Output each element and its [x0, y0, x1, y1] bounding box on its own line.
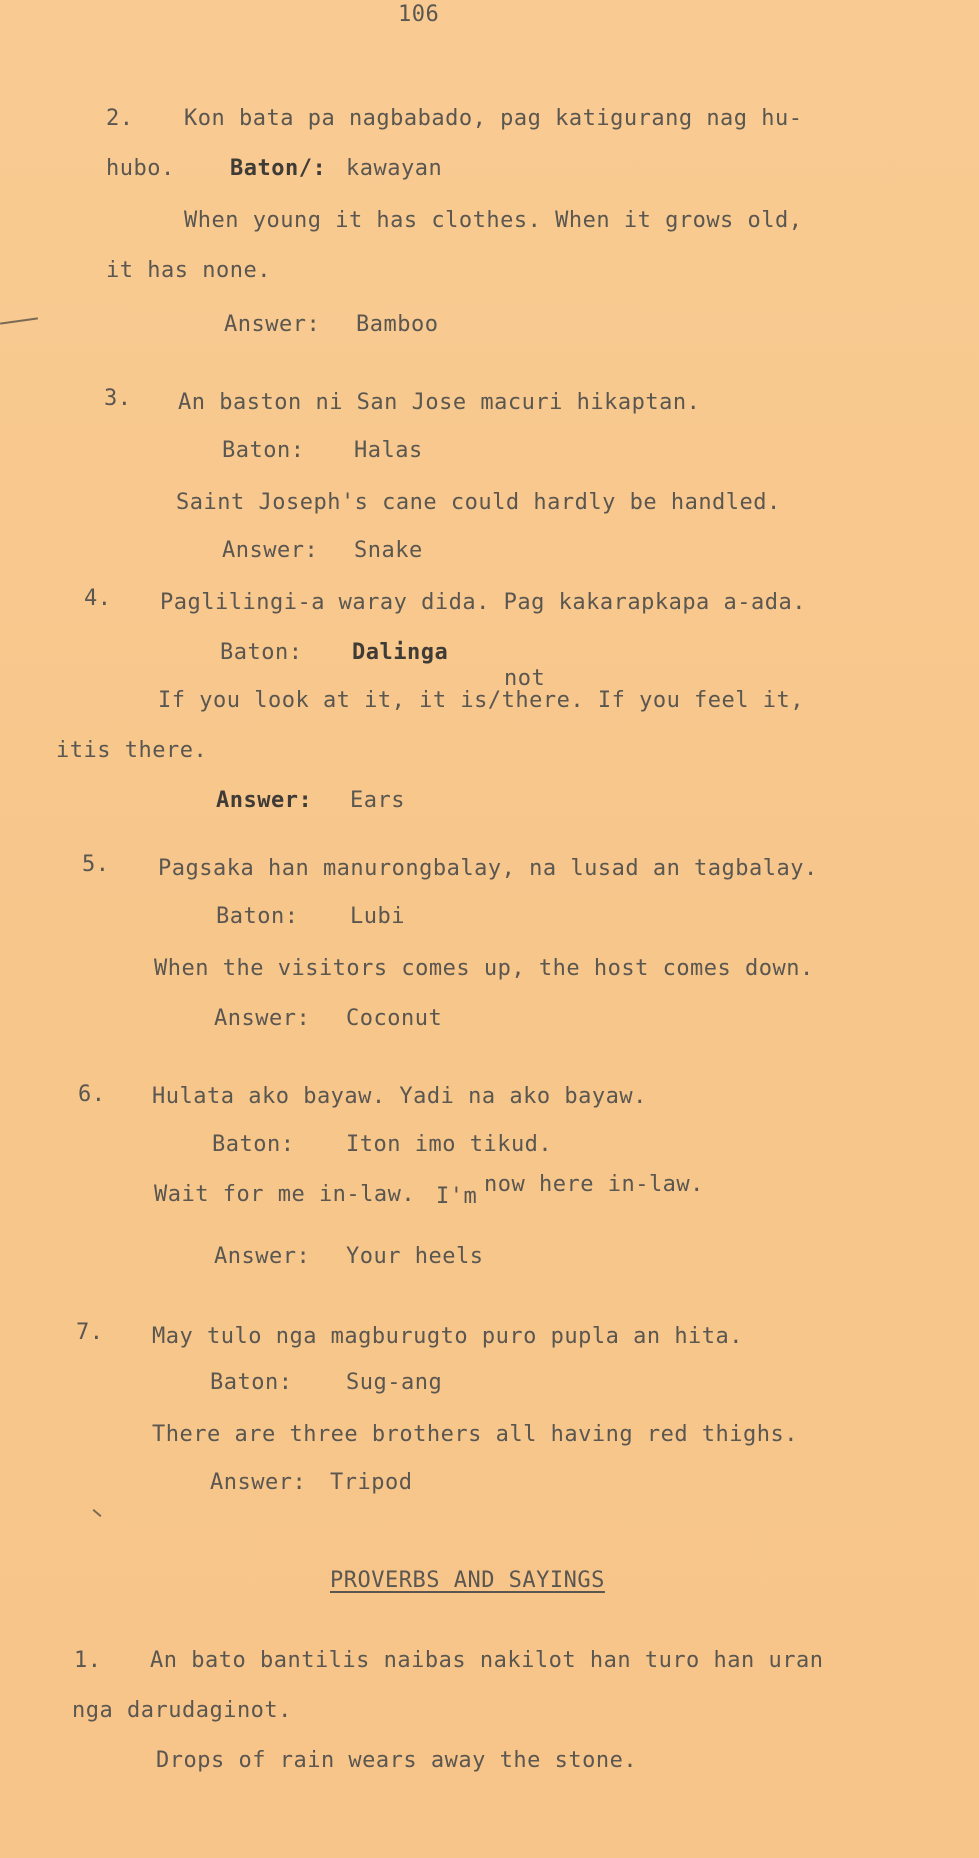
riddle-waray-text: Kon bata pa nagbabado, pag katigurang nag hu- — [184, 106, 803, 131]
baton-value: Iton imo tikud. — [346, 1132, 553, 1157]
stray-pencil-mark — [93, 1509, 102, 1517]
riddle-english-text: now here in-law. — [484, 1172, 704, 1197]
answer-label: Answer: — [222, 538, 319, 563]
riddle-waray-text: Pagsaka han manurongbalay, na lusad an tagbalay. — [158, 856, 818, 881]
baton-label: Baton/: — [230, 156, 327, 181]
riddle-english-text: it has none. — [106, 258, 271, 283]
riddle-english-text: I'm — [436, 1184, 478, 1209]
riddle-english-text: When the visitors comes up, the host comes down. — [154, 956, 814, 981]
inserted-word: not — [504, 666, 546, 691]
riddle-english-text: Saint Joseph's cane could hardly be handled. — [176, 490, 781, 515]
riddle-english-text: Wait for me in-law. — [154, 1182, 416, 1207]
answer-value: Your heels — [346, 1244, 484, 1269]
proverb-english-text: Drops of rain wears away the stone. — [156, 1748, 638, 1773]
baton-value: kawayan — [346, 156, 443, 181]
riddle-waray-text: hubo. — [106, 156, 175, 181]
answer-label: Answer: — [210, 1470, 307, 1495]
riddle-english-text: itis there. — [56, 738, 208, 763]
riddle-waray-text: Hulata ako bayaw. Yadi na ako bayaw. — [152, 1084, 647, 1109]
answer-label: Answer: — [216, 788, 313, 813]
riddle-waray-text: May tulo nga magburugto puro pupla an hita. — [152, 1324, 744, 1349]
answer-label: Answer: — [214, 1244, 311, 1269]
baton-label: Baton: — [216, 904, 299, 929]
riddle-english-text: When young it has clothes. When it grows old, — [184, 208, 803, 233]
stray-pencil-mark — [0, 317, 38, 324]
section-heading: PROVERBS AND SAYINGS — [330, 1568, 605, 1593]
baton-label: Baton: — [210, 1370, 293, 1395]
baton-label: Baton: — [222, 438, 305, 463]
riddle-number: 7. — [76, 1320, 104, 1345]
riddle-number: 4. — [84, 586, 112, 611]
baton-value: Lubi — [350, 904, 405, 929]
baton-value: Halas — [354, 438, 423, 463]
answer-label: Answer: — [214, 1006, 311, 1031]
answer-value: Ears — [350, 788, 405, 813]
page-number: 106 — [398, 2, 440, 27]
riddle-number: 6. — [78, 1082, 106, 1107]
baton-value: Dalinga — [352, 640, 449, 665]
riddle-number: 2. — [106, 106, 134, 131]
answer-value: Snake — [354, 538, 423, 563]
riddle-english-text: There are three brothers all having red thighs. — [152, 1422, 799, 1447]
baton-label: Baton: — [212, 1132, 295, 1157]
answer-value: Coconut — [346, 1006, 443, 1031]
riddle-number: 3. — [104, 386, 132, 411]
answer-label: Answer: — [224, 312, 321, 337]
proverb-number: 1. — [74, 1648, 102, 1673]
proverb-waray-text: nga darudaginot. — [72, 1698, 292, 1723]
answer-value: Tripod — [330, 1470, 413, 1495]
riddle-number: 5. — [82, 852, 110, 877]
answer-value: Bamboo — [356, 312, 439, 337]
riddle-waray-text: An baston ni San Jose macuri hikaptan. — [178, 390, 701, 415]
riddle-waray-text: Paglilingi-a waray dida. Pag kakarapkapa a-ada. — [160, 590, 807, 615]
baton-label: Baton: — [220, 640, 303, 665]
proverb-waray-text: An bato bantilis naibas nakilot han turo han uran — [150, 1648, 824, 1673]
baton-value: Sug-ang — [346, 1370, 443, 1395]
riddle-english-text: If you look at it, it is/there. If you feel it, — [158, 688, 805, 713]
